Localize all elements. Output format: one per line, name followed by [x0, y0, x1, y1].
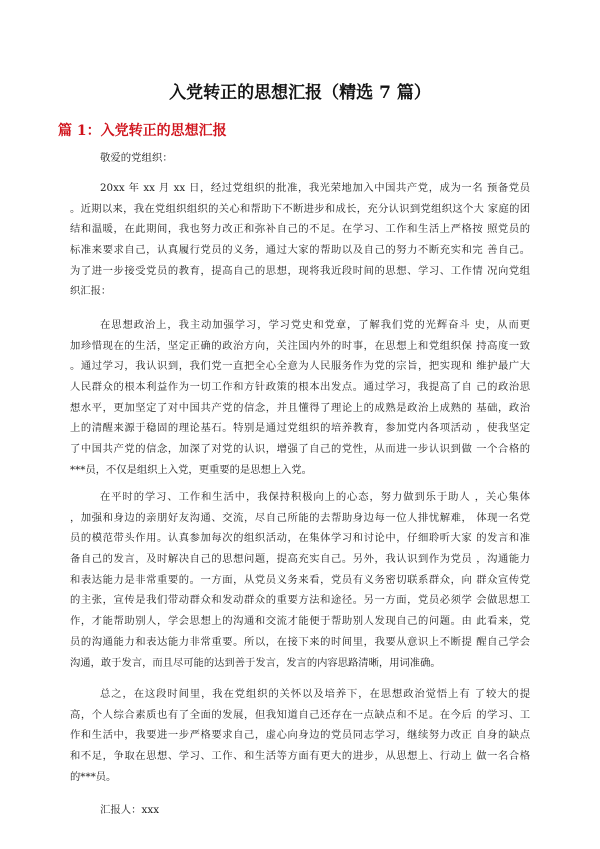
text-line: 标准来要求自己，认真履行党员的义务，通过大家的帮助以及自己的努力不断充实和完 善自己。: [70, 244, 530, 257]
text-line: 高，个人综合素质也有了全面的发展，但我知道自己还存在一点缺点和不足。在今后 的学习、工: [70, 708, 530, 721]
text-line: 作和生活中，我要进一步严格要求自己，虚心向身边的党员同志学习，继续努力改正 自身的缺点: [70, 729, 530, 742]
text-line: 员的沟通能力和表达能力非常重要。所以，在接下来的时间里，我要从意识上不断提 醒自己学会: [70, 635, 530, 648]
text-line: 在平时的学习、工作和生活中，我保持积极向上的心态，努力做到乐于助人 ，关心集体: [100, 491, 530, 503]
text-line: 20xx 年 xx 月 xx 日，经过党组织的批准，我光荣地加入中国共产党，成为一名 预备党员: [100, 182, 530, 194]
text-line: 的主张，宣传是我们带动群众和发动群众的重要方法和途径。另一方面，党员必须学 会做思想工: [70, 594, 530, 607]
text-line: 沟通，敢于发言，而且尽可能的达到善于发言，发言的内容思路清晰，用词准确。: [70, 656, 441, 669]
signature: 汇报人：xxx: [100, 804, 160, 816]
text-line: 人民群众的根本利益作为一切工作和方针政策的根本出发点。通过学习，我提高了自 己的政治思: [70, 381, 530, 394]
text-line: 加珍惜现在的生活，坚定正确的政治方向，关注国内外的时事，在思想上和党组织保 持高度一致: [70, 339, 530, 352]
text-line: 了中国共产党的信念，加深了对党的认识，增强了自己的党性，从而进一步认识到做 一个合格的: [70, 443, 530, 456]
text-line: 作，才能帮助别人，学会思想上的沟通和交流才能便于帮助别人发现自己的问题。由 此看来，党: [70, 615, 530, 628]
section-heading: 篇 1：入党转正的思想汇报: [58, 123, 227, 139]
salutation: 敬爱的党组织：: [100, 152, 173, 164]
text-line: 和表达能力是非常重要的。一方面，从党员义务来看，党员有义务密切联系群众，向 群众宣传党: [70, 573, 530, 586]
text-line: 织汇报：: [70, 285, 112, 298]
text-line: 。通过学习，我认识到，我们党一直把全心全意为人民服务作为党的宗旨，把实现和 维护最广大: [70, 360, 530, 373]
paragraph-3: [70, 487, 530, 673]
text-line: 结和温暖，在此期间，我也努力改正和弥补自己的不足。在学习、工作和生活上严格按 照党员的: [70, 223, 530, 236]
text-line: ，加强和身边的亲朋好友沟通、交流，尽自己所能的去帮助身边每一位人排忧解难， 体现一名党: [70, 511, 530, 524]
text-line: 为了进一步接受党员的教育，提高自己的思想，现将我近段时间的思想、学习、工作情 况向党组: [70, 264, 530, 277]
text-line: 员的模范带头作用。认真参加每次的组织活动，在集体学习和讨论中，仔细聆听大家 的发言和准: [70, 532, 530, 545]
text-line: ***员，不仅是组织上入党，更重要的是思想上入党。: [70, 463, 312, 476]
text-line: 总之，在这段时间里，我在党组织的关怀以及培养下，在思想政治觉悟上有 了较大的提: [100, 688, 530, 700]
text-line: 想水平，更加坚定了对中国共产党的信念，并且懂得了理论上的成熟是政治上成熟的 基础，政治: [70, 401, 530, 414]
text-line: 上的清醒来源于稳固的理论基石。特别是通过党组织的培养教育，参加党内各项活动 ，使我坚定: [70, 422, 530, 435]
text-line: 和不足，争取在思想、学习、工作、和生活等方面有更大的进步，从思想上、行动上 做一名合格: [70, 750, 530, 763]
document-title: 入党转正的思想汇报（精选 7 篇）: [169, 83, 431, 103]
paragraph-1: [70, 178, 530, 302]
text-line: 。近期以来，我在党组织组织的关心和帮助下不断进步和成长，充分认识到党组织这个大 家庭的团: [70, 202, 530, 215]
text-line: 的***员。: [70, 770, 117, 783]
paragraph-2: [70, 315, 530, 481]
paragraph-4: [70, 684, 530, 787]
text-line: 在思想政治上，我主动加强学习，学习党史和党章，了解我们党的光辉奋斗 史，从而更: [100, 319, 530, 331]
text-line: 备自己的发言，及时解决自己的思想问题，提高充实自己。另外，我认识到作为党员 ，沟通能力: [70, 553, 530, 566]
